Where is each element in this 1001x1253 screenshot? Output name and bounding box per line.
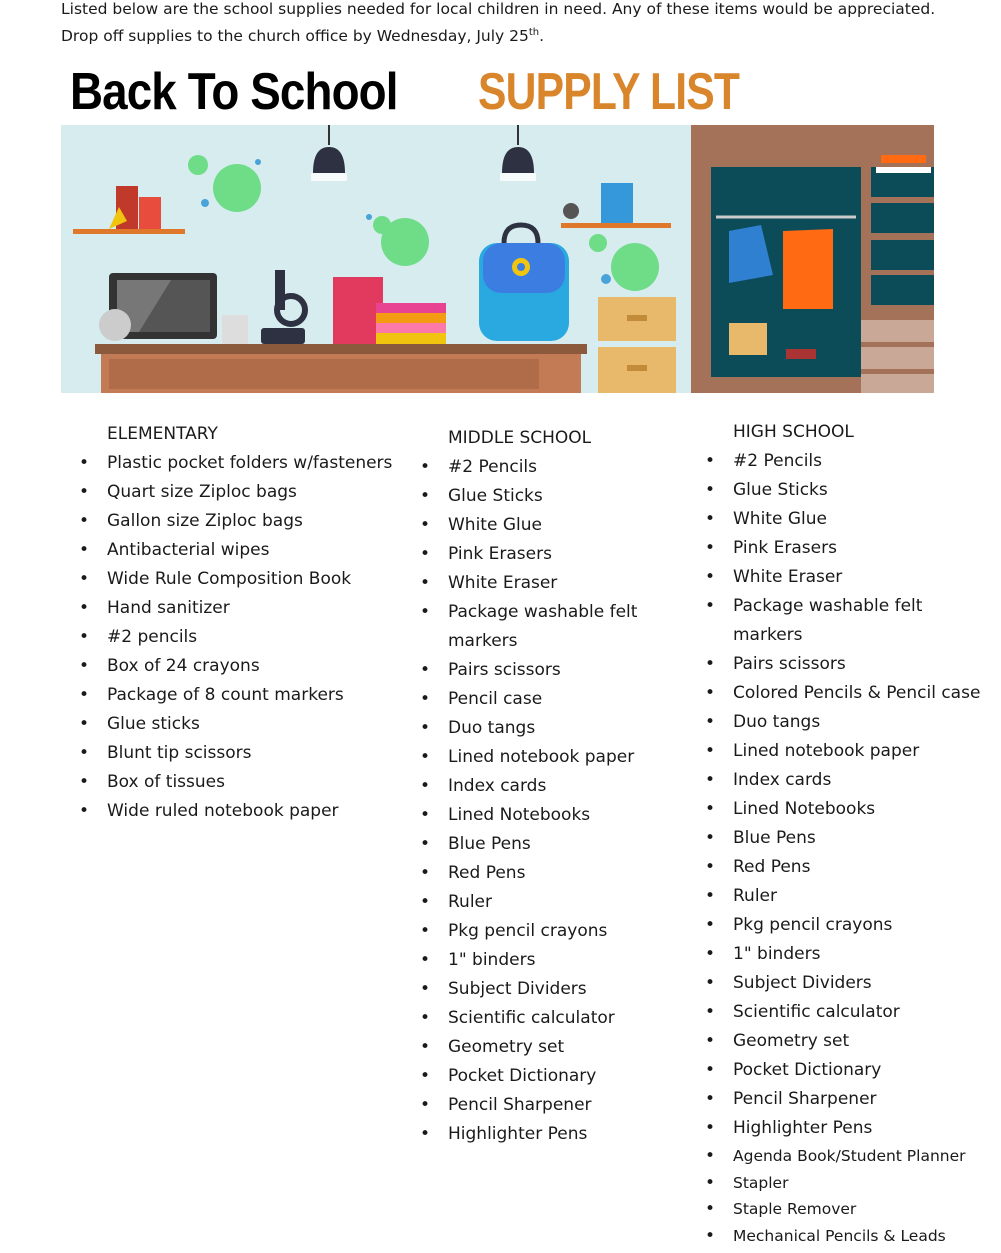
column-elementary [61,420,401,826]
list-item: • Geometry set [402,1033,662,1062]
list-item: • Geometry set [687,1027,997,1056]
list-item: • Quart size Ziploc bags [61,478,401,507]
classroom-illustration [61,125,934,393]
list-item-continuation: markers [448,631,518,651]
list-item: • Pairs scissors [402,656,662,685]
list-item: • Lined notebook paper [402,743,662,772]
title-back-to-school: Back To School [70,63,398,121]
list-item: • Index cards [687,766,997,795]
list-item: • Scientific calculator [402,1004,662,1033]
list-item: • #2 pencils [61,623,401,652]
list-item: • Highlighter Pens [402,1120,662,1149]
list-item: • Pink Erasers [402,540,662,569]
list-high-school [687,447,997,1249]
list-item: • Wide Rule Composition Book [61,565,401,594]
list-item: • 1" binders [402,946,662,975]
intro-text: Listed below are the school supplies needed for local children in need. Any of these items would be appreciated. Drop off supplies to the church office by Wednesday, July 25 [61,0,936,46]
column-middle-school [402,424,662,1149]
list-item: • Red Pens [687,853,997,882]
list-item: • Staple Remover [687,1196,997,1223]
list-item: • Scientific calculator [687,998,997,1027]
list-item: • Highlighter Pens [687,1114,997,1143]
list-item: • White Glue [687,505,997,534]
list-item: • Pocket Dictionary [687,1056,997,1085]
list-item: • Pairs scissors [687,650,997,679]
list-item: • Red Pens [402,859,662,888]
list-item [402,598,662,656]
list-item: • Agenda Book/Student Planner [687,1143,997,1170]
intro-tail: . [539,27,545,46]
header-middle-school: MIDDLE SCHOOL [448,428,592,448]
list-item: • Blue Pens [402,830,662,859]
list-item: • Antibacterial wipes [61,536,401,565]
list-item: • Lined notebook paper [687,737,997,766]
intro-superscript: th [528,27,540,38]
list-item: • Pencil Sharpener [402,1091,662,1120]
list-item: • Duo tangs [687,708,997,737]
list-item: • Glue Sticks [687,476,997,505]
list-elementary [61,449,401,826]
list-item: • #2 Pencils [687,447,997,476]
list-item: • #2 Pencils [402,453,662,482]
list-item: • Glue sticks [61,710,401,739]
list-item: • Lined Notebooks [687,795,997,824]
list-item: • Lined Notebooks [402,801,662,830]
title-supply-list: SUPPLY LIST [478,63,740,121]
list-item: • Stapler [687,1170,997,1197]
list-item: • Subject Dividers [402,975,662,1004]
list-item: • Index cards [402,772,662,801]
list-item: • Pocket Dictionary [402,1062,662,1091]
list-item: • Ruler [687,882,997,911]
list-item: • White Eraser [402,569,662,598]
list-item: • Pkg pencil crayons [402,917,662,946]
header-elementary: ELEMENTARY [107,424,218,444]
list-item: • Mechanical Pencils & Leads [687,1223,997,1250]
intro-paragraph [61,0,961,48]
list-item: • White Eraser [687,563,997,592]
list-item: • 1" binders [687,940,997,969]
list-item: • Pencil Sharpener [687,1085,997,1114]
list-item: • Blunt tip scissors [61,739,401,768]
list-middle-school [402,453,662,1149]
list-item-text: Package washable felt [448,602,638,622]
list-item: • Hand sanitizer [61,594,401,623]
list-item: • Wide ruled notebook paper [61,797,401,826]
list-item: • Plastic pocket folders w/fasteners [61,449,401,478]
list-item: • Duo tangs [402,714,662,743]
list-item: • White Glue [402,511,662,540]
list-item: • Ruler [402,888,662,917]
list-item: • Blue Pens [687,824,997,853]
list-item: • Package washable felt markers [687,592,997,650]
list-item: • Colored Pencils & Pencil case [687,679,997,708]
list-item: • Pencil case [402,685,662,714]
list-item: • Gallon size Ziploc bags [61,507,401,536]
list-item: • Glue Sticks [402,482,662,511]
list-item: • Box of tissues [61,768,401,797]
list-item: • Pink Erasers [687,534,997,563]
list-item: • Pkg pencil crayons [687,911,997,940]
header-high-school: HIGH SCHOOL [733,422,854,442]
list-item: • Subject Dividers [687,969,997,998]
column-high-school [687,418,997,1249]
list-item: • Box of 24 crayons [61,652,401,681]
list-item: • Package of 8 count markers [61,681,401,710]
